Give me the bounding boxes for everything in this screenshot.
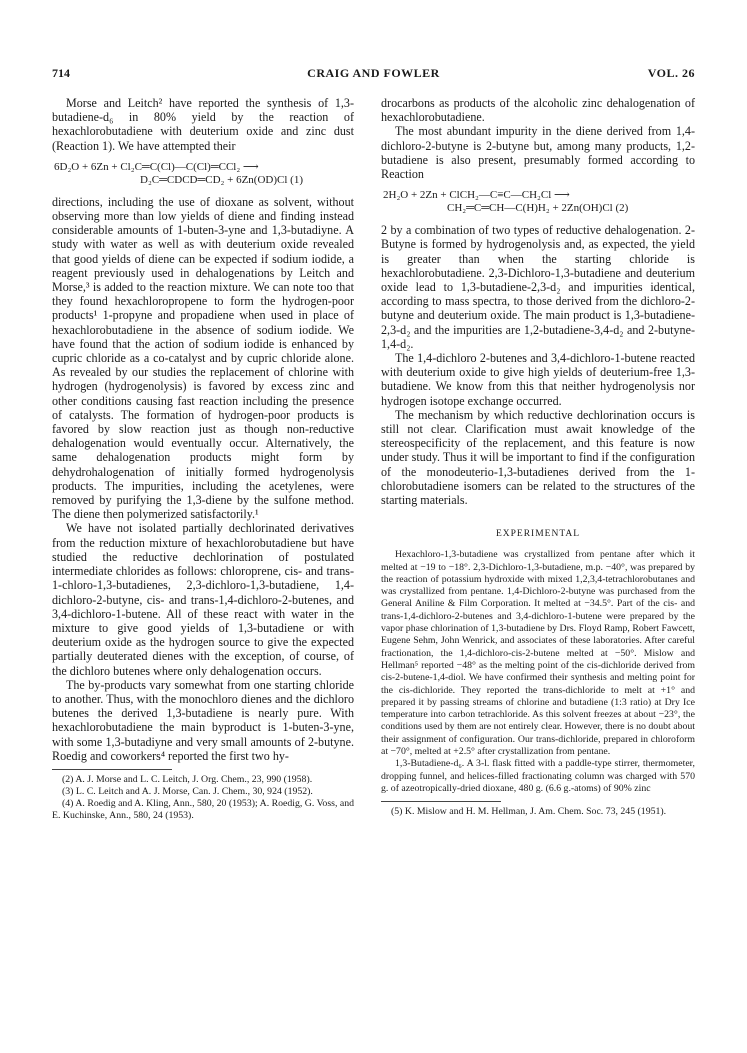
running-header (52, 66, 695, 82)
left-column (52, 96, 354, 822)
equation-line: CH₂═C═CH—C(H)H₂ + 2Zn(OH)Cl (2) (447, 202, 629, 215)
paragraph: The 1,4-dichloro 2-butenes and 3,4-dichloro-1-butene reacted with deuterium oxide to give high yields of deuterium-free 1,3-butadiene. We know from this that neither hydrogenolysis nor hydrogen isotope exchange occurred. (381, 351, 695, 408)
paragraph: The mechanism by which reductive dechlorination occurs is still not clear. Clarification must await knowledge of the stereospecificity of the replacement, and this feature is now under study. Thus it will be important to find if the configuration of the monodeuterio-1,3-butadienes derived from the 1-chlorobutadiene isomers can be related to the structures of the starting materials. (381, 407, 695, 508)
equation-line: 2H₂O + 2Zn + ClCH₂—C≡C—CH₂Cl ⟶ (383, 189, 570, 202)
footnote: (3) L. C. Leitch and A. J. Morse, Can. J. Chem., 30, 924 (1952). (62, 786, 313, 798)
footnote: (5) K. Mislow and H. M. Hellman, J. Am. Chem. Soc. 73, 245 (1951). (391, 806, 667, 818)
paragraph: The by-products vary somewhat from one starting chloride to another. Thus, with the monochloro dienes and the dichloro butenes the derived 1,3-butadiene is nearly pure. With hexachlorobutadiene the main byproduct is 1-buten-3-yne, with some 1,3-butadiyne and very small amounts of 2-butyne. Roedig and coworkers⁴ reported the first two hy- (52, 677, 354, 763)
equation-2 (383, 189, 695, 215)
footnote: (4) A. Roedig and A. Kling, Ann., 580, 20 (1953); A. Roedig, G. Voss, and E. Kuchinske, Ann., 580, 24 (1953). (52, 798, 354, 822)
right-column (381, 96, 695, 818)
equation-line: D₂C═CDCD═CD₂ + 6Zn(OD)Cl (1) (140, 173, 303, 186)
page-number: 714 (52, 66, 70, 80)
paragraph: directions, including the use of dioxane as solvent, without observing more than low yields of diene and finding instead considerable amounts of 1-buten-3-yne and 1,3-butadiyne. A study with water as well as with deuterium oxide revealed that good yields of diene can be expected if sodium iodide, a reagent previously used in dehalogenations by Leitch and Morse,³ is added to the reaction mixture. We can note too that they found hexachloropropene to form the hydrogen-poor products¹ 1-propyne and propadiene when used in place of hexachlorobutadiene in the absence of sodium iodide. We have found that the action of sodium iodide is enhanced by cupric chloride as a co-catalyst and by cupric chloride alone. As revealed by our studies the replacement of chlorine with hydrogen (hydrogenolysis) is favored by excess zinc and other conditions causing fast reaction including the presence of catalysts. The formation of hydrogen-poor products is favored by slow reaction just as though non-reductive dehalogenation would eventually occur. Alternatively, the same dehalogenation products might form by dehydrohalogenation of initially formed hydrogenolysis products. The impurities, including the acetylenes, were removed by purifying the 1,3-diene by the sulfone method. The diene then polymerized satisfactorily.¹ (52, 194, 354, 522)
paragraph: We have not isolated partially dechlorinated derivatives from the reduction mixture of hexachlorobutadiene but have studied the reductive dechlorination of postulated intermediate chlorides as follows: chloroprene, cis- and trans-1-chloro-1,3-butadienes, 2,3-dichloro-1,3-butadiene, 1,4-dichloro-2-butyne, cis- and trans-1,4-dichloro-2-butenes, and 3,4-dichloro-1-butene. All of these react with water in the mixture to give good yields of 1,3-butadiene or with deuterium oxide as the hydrogen source to give the expected partially deuterated dienes with the exception, of course, of the dichloro butenes where only dehalogenation occurs. (52, 521, 354, 678)
footnote-divider (52, 769, 172, 770)
paragraph: drocarbons as products of the alcoholic zinc dehalogenation of hexachlorobutadiene. (381, 96, 695, 125)
footnote: (2) A. J. Morse and L. C. Leitch, J. Org. Chem., 23, 990 (1958). (62, 773, 313, 785)
experimental-paragraph: Hexachloro-1,3-butadiene was crystallized from pentane after which it melted at −19 to −18°. 2,3-Dichloro-1,3-butadiene, m.p. −40°, was prepared by the reaction of potassium hydroxide with mixed 1,2,3,4-tetrachlorobutanes and was crystallized from pentane. 1,4-Dichloro-2-butyne was purchased from the General Aniline & Film Corporation. It melted at −34.5°. Part of the cis- and trans-1,4-dichloro-2-butenes and 3,4-dichloro-1-butene were prepared by the vapor phase chlorination of 1,3-butadiene by Drs. Floyd Ramp, Robert Fawcett, Eugene Sehm, John Wenrick, and associates of these laboratories. After careful fractionation, the 1,4-dichloro-cis-2-butene melted at −50°. Mislow and Hellman⁵ reported −48° as the melting point of the cis-dichloride derived from cis-2-butene-1,4-diol. We have confirmed their synthesis and melting point for the cis-dichloride. They reported the trans-dichloride to melt at +1° and prepared it by passing streams of chlorine and butadiene (1:3 ratio) at Dry Ice temperature into carbon tetrachloride. As this solvent freezes at about −23°, the conditions used by them are not entirely clear. However, there is no doubt about their assignment of configuration. Our trans-dichloride, prepared in chloroform at −70°, melted at +2.5° after crystallization from pentane. (381, 549, 695, 758)
volume-label: VOL. 26 (647, 66, 695, 80)
paragraph: Morse and Leitch² have reported the synthesis of 1,3-butadiene-d₆ in 80% yield by the reaction of hexachlorobutadiene with deuterium oxide and zinc dust (Reaction 1). We have attempted their (52, 96, 354, 153)
experimental-paragraph: 1,3-Butadiene-d₆. A 3-l. flask fitted with a paddle-type stirrer, thermometer, dropping funnel, and helices-filled fractionating column was charged with 570 g. of azeotropically-dried dioxane, 480 g. (6.6 g.-atoms) of 90% zinc (381, 758, 695, 794)
paragraph: The most abundant impurity in the diene derived from 1,4-dichloro-2-butyne is 2-butyne but, among many products, 1,2-butadiene is also present, presumably formed according to Reaction (381, 124, 695, 182)
equation-line: 6D₂O + 6Zn + Cl₂C═C(Cl)—C(Cl)═CCl₂ ⟶ (54, 160, 259, 173)
footnote-divider (381, 801, 501, 802)
section-heading-experimental: EXPERIMENTAL (495, 529, 581, 540)
running-head-authors: CRAIG AND FOWLER (307, 66, 440, 80)
equation-1 (54, 161, 354, 187)
paragraph: 2 by a combination of two types of reductive dehalogenation. 2-Butyne is formed by hydrogenolysis and, as expected, the yield is greater than when the starting chloride is hexachlorobutadiene. 2,3-Dichloro-1,3-butadiene and deuterium oxide lead to 1,3-butadiene-2,3-d₂ and impurities identical, according to mass spectra, to those derived from the dichloro-2-butyne and deuterium oxide. The main product is 1,3-butadiene-2,3-d₂ and the impurities are 1,2-butadiene-3,4-d₂ and 2-butyne-1,4-d₂. (381, 223, 695, 351)
